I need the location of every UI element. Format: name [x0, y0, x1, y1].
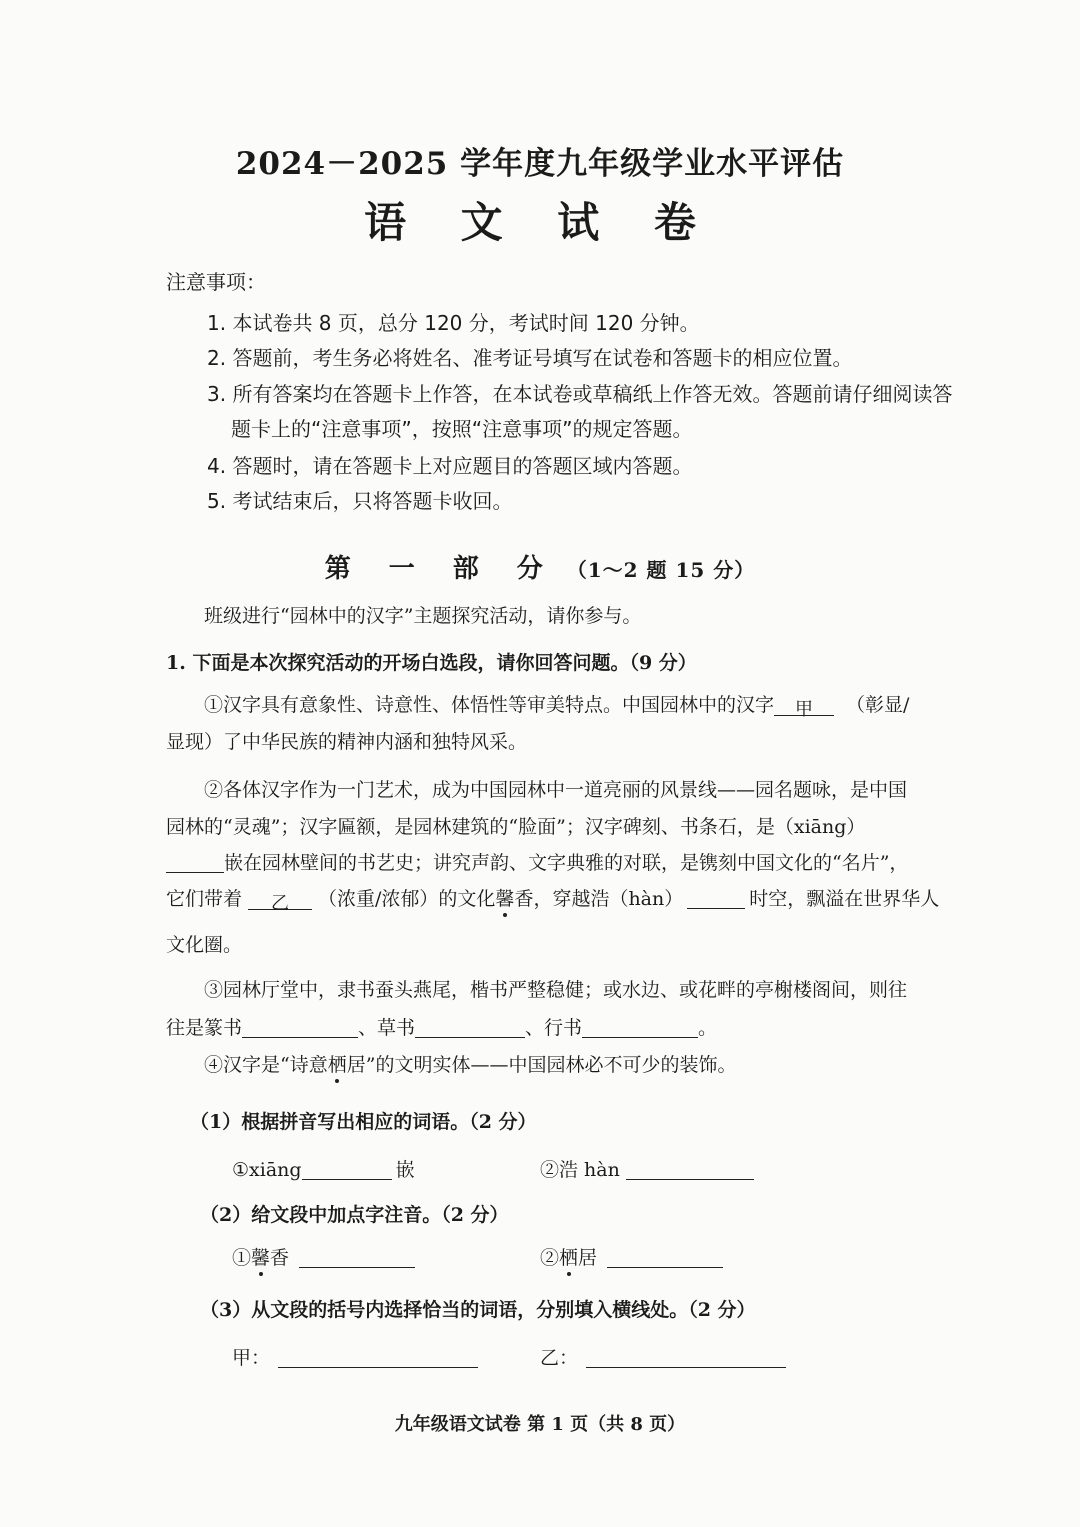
notes-heading: 注意事项： — [166, 270, 266, 294]
answer-label: ①xiāng — [232, 1159, 302, 1181]
answer-blank[interactable] — [626, 1159, 754, 1180]
sub-question-2-answers — [232, 1243, 415, 1270]
dotted-char: 栖 — [559, 1247, 579, 1269]
blank-xing — [582, 1017, 698, 1038]
answer-label: ②浩 hàn — [540, 1159, 620, 1181]
passage-text: （彰显/ — [846, 694, 910, 716]
answer-blank[interactable] — [302, 1159, 392, 1180]
passage-line — [204, 1050, 736, 1077]
sub-question-1-answers — [232, 1155, 415, 1182]
passage-text: 、行书 — [525, 1017, 583, 1039]
blank-xiang — [166, 852, 224, 873]
sub-question-3-answers — [540, 1343, 786, 1370]
note-item: 3. 所有答案均在答题卡上作答，在本试卷或草稿纸上作答无效。答题前请仔细阅读答 — [207, 382, 953, 406]
blank-zhuan — [242, 1017, 358, 1038]
passage-line: ②各体汉字作为一门艺术，成为中国园林中一道亮丽的风景线——园名题咏，是中国 — [204, 779, 908, 801]
page-footer: 九年级语文试卷 第 1 页（共 8 页） — [394, 1414, 686, 1435]
passage-text: 、草书 — [358, 1017, 416, 1039]
section-name: 第一部分 — [324, 554, 581, 584]
passage-line: 园林的“灵魂”；汉字匾额，是园林建筑的“脸面”；汉字碑刻、书条石，是（xiāng） — [166, 816, 866, 838]
dotted-char: 馨 — [251, 1247, 271, 1269]
section-title — [0, 548, 1080, 585]
answer-blank[interactable] — [607, 1247, 723, 1268]
answer-blank[interactable] — [299, 1247, 415, 1268]
passage-text: 它们带着 — [166, 888, 243, 910]
passage-text: ①汉字具有意象性、诗意性、体悟性等审美特点。中国园林中的汉字 — [204, 694, 775, 716]
note-item: 1. 本试卷共 8 页，总分 120 分，考试时间 120 分钟。 — [207, 311, 700, 335]
sub-question-2-stem: （2）给文段中加点字注音。（2 分） — [200, 1204, 509, 1226]
sub-question-3-answers — [232, 1343, 478, 1370]
passage-text: （浓重/浓郁）的文化 — [318, 888, 496, 910]
passage-text: 嵌在园林壁间的书艺史；讲究声韵、文字典雅的对联，是镌刻中国文化的“名片”， — [224, 852, 909, 874]
passage-text: 往是篆书 — [166, 1017, 243, 1039]
passage-text: 。 — [698, 1017, 718, 1039]
answer-label: 嵌 — [395, 1159, 415, 1181]
sub-question-1-answers — [540, 1155, 754, 1182]
dotted-char: 栖 — [327, 1054, 347, 1076]
question-1-stem: 1. 下面是本次探究活动的开场白选段，请你回答问题。（9 分） — [166, 652, 697, 674]
sub-question-3-stem: （3）从文段的括号内选择恰当的词语，分别填入横线处。（2 分） — [200, 1299, 756, 1321]
subject-title: 语 文 试 卷 — [364, 198, 716, 247]
answer-blank-jia[interactable] — [278, 1347, 478, 1368]
passage-line — [204, 690, 910, 720]
answer-label: ① — [232, 1247, 252, 1269]
passage-line: ③园林厅堂中，隶书蚕头燕尾，楷书严整稳健；或水边、或花畔的亭榭楼阁间，则往 — [204, 979, 908, 1001]
passage-text: 香，穿越浩（hàn） — [514, 888, 684, 910]
section-intro: 班级进行“园林中的汉字”主题探究活动，请你参与。 — [204, 605, 642, 627]
note-item: 题卡上的“注意事项”，按照“注意事项”的规定答题。 — [231, 417, 693, 441]
sub-question-1-stem: （1）根据拼音写出相应的词语。（2 分） — [190, 1111, 537, 1133]
passage-text: 居”的文明实体——中国园林必不可少的装饰。 — [346, 1054, 737, 1076]
answer-blank-yi[interactable] — [586, 1347, 786, 1368]
passage-text: 时空，飘溢在世界华人 — [749, 888, 940, 910]
passage-line — [166, 884, 940, 914]
dotted-char: 馨 — [495, 888, 515, 910]
blank-cao — [415, 1017, 525, 1038]
answer-label: 甲： — [232, 1347, 271, 1369]
blank-han — [687, 888, 745, 909]
sub-question-2-answers — [540, 1243, 723, 1270]
exam-title: 2024－2025 学年度九年级学业水平评估 — [235, 146, 845, 182]
passage-line — [166, 1013, 717, 1040]
section-score: （1～2 题 15 分） — [566, 558, 756, 582]
answer-label: 居 — [578, 1247, 598, 1269]
blank-jia: 甲 — [774, 695, 834, 716]
passage-line — [166, 848, 908, 875]
note-item: 2. 答题前，考生务必将姓名、准考证号填写在试卷和答题卡的相应位置。 — [207, 346, 853, 370]
answer-label: ② — [540, 1247, 560, 1269]
blank-yi: 乙 — [248, 889, 312, 910]
passage-text: ④汉字是“诗意 — [204, 1054, 328, 1076]
answer-label: 乙： — [540, 1347, 579, 1369]
passage-line: 文化圈。 — [166, 934, 243, 956]
note-item: 4. 答题时，请在答题卡上对应题目的答题区域内答题。 — [207, 454, 693, 478]
answer-label: 香 — [270, 1247, 290, 1269]
passage-line: 显现）了中华民族的精神内涵和独特风采。 — [166, 731, 528, 753]
note-item: 5. 考试结束后，只将答题卡收回。 — [207, 489, 513, 513]
